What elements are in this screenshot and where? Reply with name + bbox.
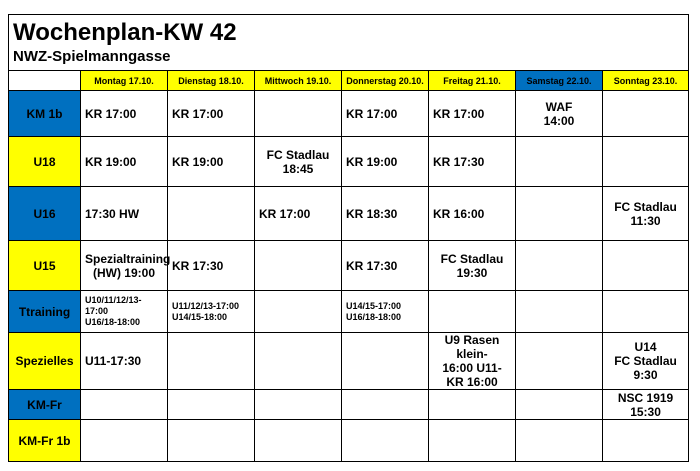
schedule-row	[9, 137, 689, 187]
cell-text: 11:30	[630, 213, 661, 228]
title-cell	[9, 15, 689, 71]
row-label: Ttraining	[9, 291, 81, 333]
day-header: Donnerstag 20.10.	[342, 71, 429, 91]
day-header: Sonntag 23.10.	[603, 71, 689, 91]
schedule-row	[9, 187, 689, 241]
cell-text: U16/18-18:00	[346, 311, 402, 322]
row-label: U18	[9, 137, 81, 187]
cell-text: Spezialtraining	[85, 251, 171, 266]
schedule-cell	[342, 241, 429, 291]
cell-text: FC Stadlau	[266, 147, 330, 162]
cell-text: U14/15-17:00	[346, 300, 402, 311]
schedule-cell	[168, 333, 255, 390]
schedule-row	[9, 291, 689, 333]
schedule-cell	[342, 91, 429, 137]
schedule-cell	[168, 420, 255, 462]
schedule-cell	[81, 137, 168, 187]
schedule-cell	[516, 137, 603, 187]
schedule-cell	[516, 390, 603, 420]
title-row	[9, 15, 689, 71]
cell-text: 17:30 HW	[85, 206, 140, 221]
cell-text: NSC 1919	[617, 390, 674, 405]
schedule-cell	[168, 91, 255, 137]
cell-text: 18:45	[282, 161, 314, 176]
schedule-row	[9, 241, 689, 291]
cell-text: U10/11/12/13-	[85, 295, 142, 305]
day-header: Samstag 22.10.	[516, 71, 603, 91]
schedule-cell	[603, 291, 689, 333]
schedule-cell	[255, 241, 342, 291]
schedule-row	[9, 420, 689, 462]
schedule-cell	[603, 390, 689, 420]
schedule-cell	[168, 241, 255, 291]
cell-text: 14:00	[543, 113, 575, 128]
schedule-cell	[81, 241, 171, 291]
schedule-cell	[429, 241, 516, 291]
schedule-cell	[168, 187, 255, 241]
cell-text: U16/18-18:00	[85, 317, 141, 327]
cell-text: U11/12/13-17:00	[172, 300, 240, 311]
schedule-cell	[429, 187, 516, 241]
cell-text: 19:30	[456, 265, 488, 280]
cell-text: 17:00	[85, 306, 109, 316]
row-label: Spezielles	[9, 333, 81, 390]
schedule-cell	[255, 291, 342, 333]
schedule-cell	[603, 241, 689, 291]
schedule-cell	[342, 420, 429, 462]
schedule-cell	[516, 91, 603, 137]
cell-text: U14	[634, 340, 657, 354]
row-label: KM-Fr	[9, 390, 81, 420]
cell-text: U11-17:30	[85, 354, 142, 368]
schedule-cell	[168, 137, 255, 187]
schedule-cell	[603, 137, 689, 187]
schedule-cell	[168, 390, 255, 420]
schedule-cell	[255, 390, 342, 420]
schedule-cell	[429, 390, 516, 420]
schedule-cell	[516, 241, 603, 291]
schedule-cell	[81, 187, 168, 241]
schedule-cell	[603, 187, 689, 241]
cell-text: KR 17:30	[346, 258, 398, 273]
row-label: U15	[9, 241, 81, 291]
cell-text: KR 16:00	[433, 206, 485, 221]
schedule-cell	[342, 137, 429, 187]
cell-text: KR 17:30	[172, 258, 224, 273]
schedule-cell	[255, 187, 342, 241]
day-header: Montag 17.10.	[81, 71, 168, 91]
schedule-cell	[516, 420, 603, 462]
schedule-cell	[429, 420, 516, 462]
weekly-schedule-table	[8, 14, 689, 462]
schedule-cell	[81, 291, 168, 333]
cell-text: 9:30	[633, 368, 658, 382]
schedule-cell	[603, 91, 689, 137]
schedule-cell	[255, 420, 342, 462]
cell-text: (HW) 19:00	[92, 265, 155, 280]
row-label: KM 1b	[9, 91, 81, 137]
schedule-cell	[342, 291, 429, 333]
schedule-row	[9, 91, 689, 137]
day-header-row	[9, 71, 689, 91]
row-label: KM-Fr 1b	[9, 420, 81, 462]
schedule-cell	[81, 91, 168, 137]
schedule-cell	[255, 137, 342, 187]
schedule-cell	[516, 187, 603, 241]
cell-text: KR 18:30	[346, 206, 398, 221]
schedule-cell	[603, 420, 689, 462]
schedule-cell	[81, 420, 168, 462]
cell-text: KR 17:30	[433, 154, 485, 169]
schedule-row	[9, 333, 689, 390]
row-label: U16	[9, 187, 81, 241]
cell-text: FC Stadlau	[614, 354, 677, 368]
cell-text: KR 17:00	[433, 106, 485, 121]
cell-text: FC Stadlau	[440, 251, 504, 266]
schedule-cell	[255, 333, 342, 390]
schedule-cell	[81, 390, 168, 420]
schedule-cell	[255, 91, 342, 137]
cell-text: U14/15-18:00	[172, 311, 228, 322]
page-title: Wochenplan-KW 42	[13, 18, 237, 46]
day-header: Dienstag 18.10.	[168, 71, 255, 91]
schedule-row	[9, 390, 689, 420]
schedule-cell	[429, 91, 516, 137]
cell-text: KR 17:00	[259, 206, 311, 221]
day-header: Freitag 21.10.	[429, 71, 516, 91]
schedule-cell	[81, 333, 168, 390]
corner-cell	[9, 71, 81, 91]
schedule-cell	[429, 333, 516, 390]
cell-text: 15:30	[630, 404, 661, 419]
schedule-cell	[342, 390, 429, 420]
day-header: Mittwoch 19.10.	[255, 71, 342, 91]
cell-text: KR 19:00	[85, 154, 137, 169]
schedule-cell	[429, 291, 516, 333]
cell-text: KR 16:00	[446, 375, 498, 389]
schedule-cell	[168, 291, 255, 333]
cell-text: KR 19:00	[346, 154, 398, 169]
schedule-cell	[342, 187, 429, 241]
cell-text: KR 17:00	[172, 106, 224, 121]
schedule-cell	[603, 333, 689, 390]
cell-text: FC Stadlau	[614, 199, 677, 214]
cell-text: KR 17:00	[85, 106, 137, 121]
page-subtitle: NWZ-Spielmanngasse	[13, 47, 171, 65]
cell-text: 16:00 U11-	[442, 361, 502, 375]
cell-text: KR 17:00	[346, 106, 398, 121]
cell-text: WAF	[545, 99, 573, 114]
schedule-cell	[516, 333, 603, 390]
cell-text: KR 19:00	[172, 154, 224, 169]
cell-text: U9 Rasen klein-	[444, 333, 500, 361]
schedule-cell	[516, 291, 603, 333]
schedule-cell	[342, 333, 429, 390]
schedule-cell	[429, 137, 516, 187]
